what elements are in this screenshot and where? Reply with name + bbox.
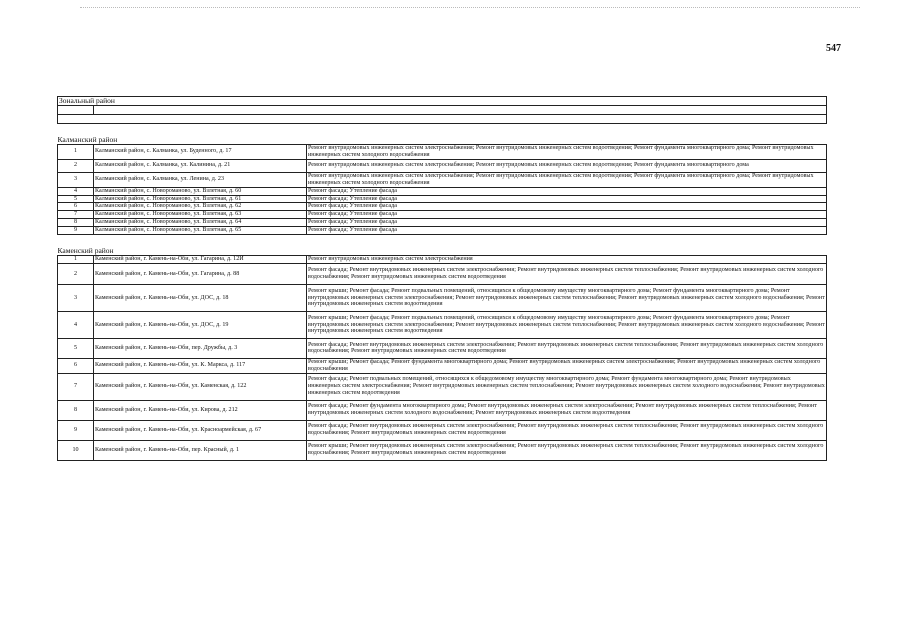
table-row [58, 420, 827, 440]
row-number: 7 [58, 211, 94, 219]
section-heading-row [58, 134, 827, 145]
empty-cell [58, 115, 827, 124]
section-title-zonal: Зональный район [58, 97, 827, 106]
zonal-header-row [58, 97, 827, 106]
works-cell: Ремонт фасада; Утепление фасада [307, 203, 827, 211]
table-row [58, 373, 827, 400]
gap-cell [58, 124, 827, 135]
works-cell: Ремонт фасада; Утепление фасада [307, 187, 827, 195]
works-cell: Ремонт фасада; Ремонт подвальных помещений, относящихся к общедомовому имуществу многоквартирного дома; Ремонт фундамента многоквартирного дома; Ремонт внутридомовых инженерных систем электроснабжения; Ремонт внутридомовых инженерных систем теплоснабжения; Ремонт внутридомовых инженерных систем холодного водоснабжения; Ремонт внутридомовых инженерных систем водоотведения [307, 373, 827, 400]
row-number: 3 [58, 172, 94, 187]
works-cell: Ремонт внутридомовых инженерных систем электроснабжения; Ремонт внутридомовых инженерных систем водоотведения; Ремонт фундамента многоквартирного дома [307, 159, 827, 172]
address-cell: Калманский район, с. Новороманово, ул. Взлетная, д. 64 [94, 219, 307, 227]
table-row [58, 358, 827, 373]
section-title: Калманский район [57, 135, 118, 144]
table-row [58, 211, 827, 219]
table-row [58, 284, 827, 311]
table-row [58, 311, 827, 338]
empty-cell [58, 106, 94, 115]
address-cell: Каменский район, г. Камень-на-Оби, ул. Каменская, д. 122 [94, 373, 307, 400]
address-cell: Каменский район, г. Камень-на-Оби, ул. Гагарина, д. 88 [94, 263, 307, 284]
row-number: 9 [58, 420, 94, 440]
zonal-empty-row [58, 115, 827, 124]
section-gap [58, 124, 827, 135]
gap-cell [58, 235, 827, 246]
section-heading-row [58, 245, 827, 256]
works-cell: Ремонт внутридомовых инженерных систем электроснабжения; Ремонт внутридомовых инженерных систем водоотведения; Ремонт фундамента многоквартирного дома; Ремонт внутридомовых инженерных систем холодного водоснабжения [307, 145, 827, 160]
row-number: 10 [58, 440, 94, 460]
zonal-empty-row [58, 106, 827, 115]
row-number: 2 [58, 263, 94, 284]
table-row [58, 227, 827, 235]
row-number: 7 [58, 373, 94, 400]
address-cell: Каменский район, г. Камень-на-Оби, ул. К. Маркса, д. 117 [94, 358, 307, 373]
table-row [58, 400, 827, 420]
works-table-body [58, 97, 827, 461]
page-number: 547 [826, 43, 841, 54]
works-cell: Ремонт фасада; Утепление фасада [307, 227, 827, 235]
address-cell: Калманский район, с. Новороманово, ул. Взлетная, д. 61 [94, 195, 307, 203]
works-cell: Ремонт крыши; Ремонт фасада; Ремонт подвальных помещений, относящихся к общедомовому имуществу многоквартирного дома; Ремонт фундамента многоквартирного дома; Ремонт внутридомовых инженерных систем электроснабжения; Ремонт внутридомовых инженерных систем теплоснабжения; Ремонт внутридомовых инженерных систем холодного водоснабжения; Ремонт внутридомовых инженерных систем водоотведения [307, 311, 827, 338]
row-number: 8 [58, 400, 94, 420]
address-cell: Каменский район, г. Камень-на-Оби, ул. Красноармейская, д. 67 [94, 420, 307, 440]
works-cell: Ремонт фасада; Утепление фасада [307, 195, 827, 203]
row-number: 1 [58, 256, 94, 264]
address-cell: Каменский район, г. Камень-на-Оби, пер. Дружбы, д. 3 [94, 338, 307, 358]
table-row [58, 219, 827, 227]
row-number: 2 [58, 159, 94, 172]
table-row [58, 195, 827, 203]
table-row [58, 187, 827, 195]
table-row [58, 203, 827, 211]
row-number: 5 [58, 338, 94, 358]
table-row [58, 263, 827, 284]
address-cell: Калманский район, с. Калманка, ул. Калинина, д. 21 [94, 159, 307, 172]
table-row [58, 256, 827, 264]
address-cell: Каменский район, г. Камень-на-Оби, пер. Красный, д. 1 [94, 440, 307, 460]
address-cell: Калманский район, с. Новороманово, ул. Взлетная, д. 62 [94, 203, 307, 211]
row-number: 4 [58, 187, 94, 195]
address-cell: Калманский район, с. Калманка, ул. Буденного, д. 17 [94, 145, 307, 160]
works-cell: Ремонт фасада; Ремонт внутридомовых инженерных систем электроснабжения; Ремонт внутридомовых инженерных систем теплоснабжения; Ремонт внутридомовых инженерных систем холодного водоснабжения; Ремонт внутридомовых инженерных систем водоотведения [307, 338, 827, 358]
table-row [58, 172, 827, 187]
works-cell: Ремонт фасада; Ремонт внутридомовых инженерных систем электроснабжения; Ремонт внутридомовых инженерных систем теплоснабжения; Ремонт внутридомовых инженерных систем холодного водоснабжения; Ремонт внутридомовых инженерных систем водоотведения [307, 420, 827, 440]
address-cell: Каменский район, г. Камень-на-Оби, ул. Кирова, д. 212 [94, 400, 307, 420]
scan-top-line [80, 7, 860, 8]
table-row [58, 145, 827, 160]
address-cell: Калманский район, с. Новороманово, ул. Взлетная, д. 60 [94, 187, 307, 195]
row-number: 4 [58, 311, 94, 338]
works-cell: Ремонт крыши; Ремонт внутридомовых инженерных систем электроснабжения; Ремонт внутридомовых инженерных систем теплоснабжения; Ремонт внутридомовых инженерных систем холодного водоснабжения; Ремонт внутридомовых инженерных систем водоотведения [307, 440, 827, 460]
works-cell: Ремонт крыши; Ремонт фасада; Ремонт фундамента многоквартирного дома; Ремонт внутридомовых инженерных систем электроснабжения; Ремонт внутридомовых инженерных систем холодного водоснабжения [307, 358, 827, 373]
works-cell: Ремонт внутридомовых инженерных систем электроснабжения [307, 256, 827, 264]
empty-cell [94, 106, 827, 115]
address-cell: Калманский район, с. Новороманово, ул. Взлетная, д. 65 [94, 227, 307, 235]
works-cell: Ремонт внутридомовых инженерных систем электроснабжения; Ремонт внутридомовых инженерных систем водоотведения; Ремонт фундамента многоквартирного дома; Ремонт внутридомовых инженерных систем холодного водоснабжения [307, 172, 827, 187]
table-row [58, 338, 827, 358]
row-number: 1 [58, 145, 94, 160]
table-row [58, 440, 827, 460]
works-table [57, 96, 827, 461]
address-cell: Каменский район, г. Камень-на-Оби, ул. ДОС, д. 18 [94, 284, 307, 311]
row-number: 6 [58, 358, 94, 373]
row-number: 9 [58, 227, 94, 235]
section-title: Каменский район [57, 246, 114, 256]
row-number: 3 [58, 284, 94, 311]
address-cell: Каменский район, г. Камень-на-Оби, ул. Гагарина, д. 12И [94, 256, 307, 264]
address-cell: Калманский район, с. Калманка, ул. Ленина, д. 23 [94, 172, 307, 187]
address-cell: Калманский район, с. Новороманово, ул. Взлетная, д. 63 [94, 211, 307, 219]
works-cell: Ремонт фасада; Утепление фасада [307, 219, 827, 227]
works-table-frame [57, 96, 826, 461]
works-cell: Ремонт фасада; Ремонт внутридомовых инженерных систем электроснабжения; Ремонт внутридомовых инженерных систем теплоснабжения; Ремонт внутридомовых инженерных систем холодного водоснабжения; Ремонт внутридомовых инженерных систем водоотведения [307, 263, 827, 284]
table-row [58, 159, 827, 172]
works-cell: Ремонт фасада; Ремонт фундамента многоквартирного дома; Ремонт внутридомовых инженерных систем электроснабжения; Ремонт внутридомовых инженерных систем теплоснабжения; Ремонт внутридомовых инженерных систем холодного водоснабжения; Ремонт внутридомовых инженерных систем водоотведения [307, 400, 827, 420]
row-number: 5 [58, 195, 94, 203]
section-gap [58, 235, 827, 246]
row-number: 6 [58, 203, 94, 211]
row-number: 8 [58, 219, 94, 227]
works-cell: Ремонт крыши; Ремонт фасада; Ремонт подвальных помещений, относящихся к общедомовому имуществу многоквартирного дома; Ремонт фундамента многоквартирного дома; Ремонт внутридомовых инженерных систем электроснабжения; Ремонт внутридомовых инженерных систем теплоснабжения; Ремонт внутридомовых инженерных систем холодного водоснабжения; Ремонт внутридомовых инженерных систем водоотведения [307, 284, 827, 311]
address-cell: Каменский район, г. Камень-на-Оби, ул. ДОС, д. 19 [94, 311, 307, 338]
works-cell: Ремонт фасада; Утепление фасада [307, 211, 827, 219]
